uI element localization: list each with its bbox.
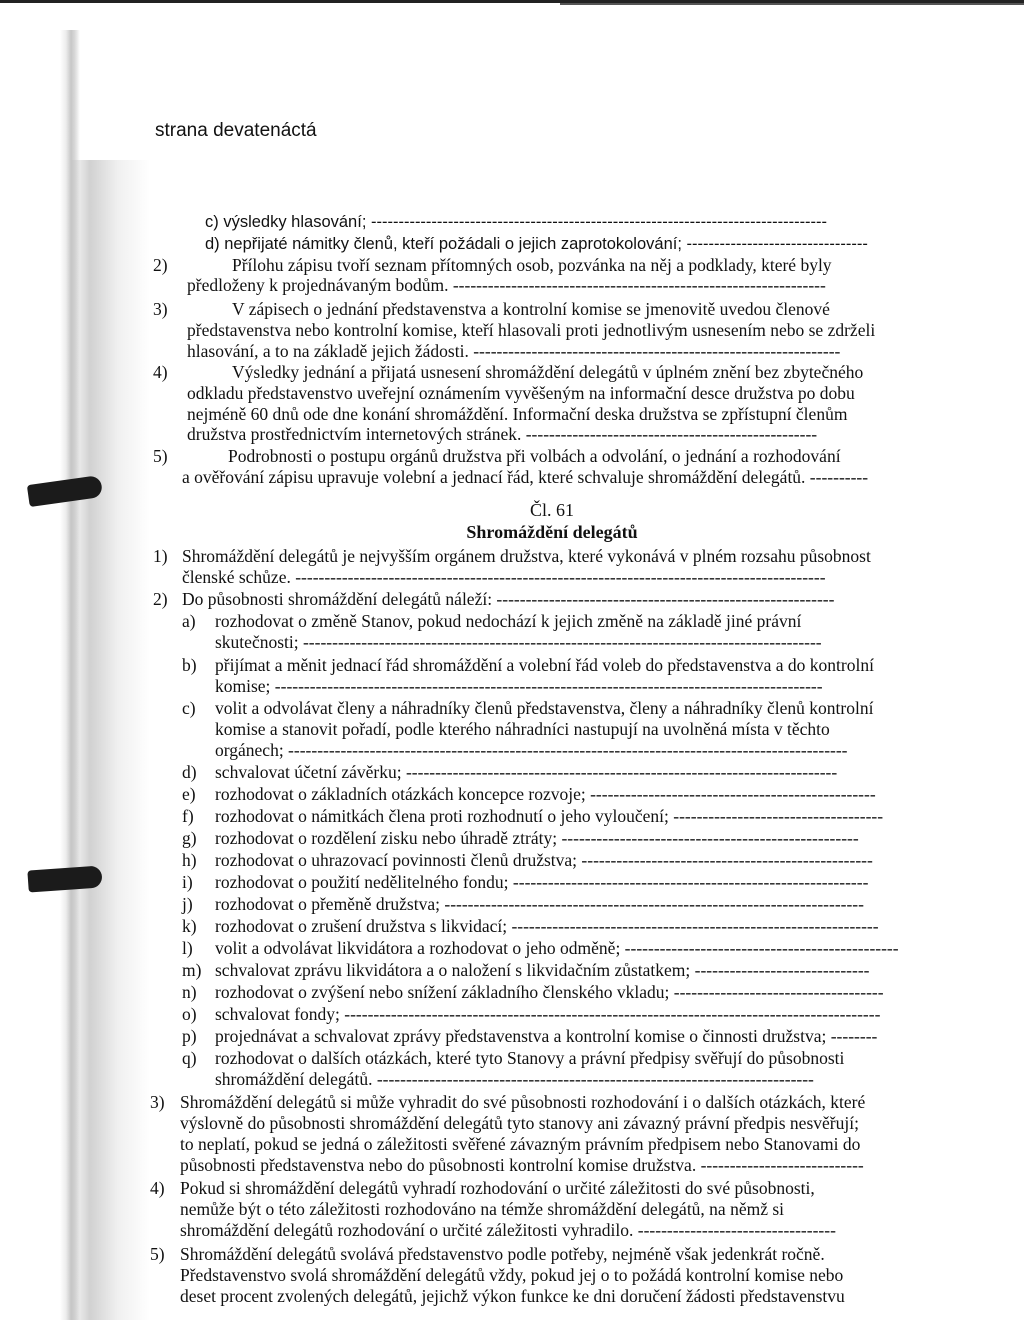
list-item: rozhodovat o zrušení družstva s likvidací; --------------------------------------------------------------- [215,916,879,936]
list-item: rozhodovat o použití nedělitelného fondu; ------------------------------------------------------------- [215,872,869,892]
article-number: Čl. 61 [529,500,574,520]
paragraph-line: Pokud si shromáždění delegátů vyhradí rozhodování o určité záležitosti do své působnosti, [180,1178,815,1198]
paragraph-line: Představenstvo svolá shromáždění delegátů vždy, pokud jej o to požádá kontrolní komise nebo [180,1265,844,1285]
paragraph-line: družstva prostřednictvím internetových stránek. -------------------------------------------------- [187,424,818,444]
para-number: 4) [153,362,168,382]
list-item: schvalovat účetní závěrku; -------------------------------------------------------------------------- [215,762,838,782]
list-item: schvalovat zprávu likvidátora a o naložení s likvidačním zůstatkem; ------------------------------ [215,960,870,980]
list-item: orgánech; ------------------------------------------------------------------------------------------------ [215,740,848,760]
para-number: 2) [153,589,168,609]
para-number: 2) [153,255,168,275]
list-label: q) [182,1048,197,1068]
paragraph-line: výslovně do působnosti shromáždění delegátů tyto stanovy ani závazný právní předpis nesvěřují; [180,1113,859,1133]
scan-top-edge-secondary [560,3,1024,5]
article-title: Shromáždění delegátů [466,522,638,542]
paragraph-line: nemůže být o této záležitosti rozhodováno na témže shromáždění delegátů, na němž si [180,1199,785,1219]
paragraph-line: odkladu představenstvo uveřejní oznámením vyvěšeným na informační desce družstva po dobu [187,383,855,403]
item-c: c) výsledky hlasování; ----------------------------------------------------------------------------------- [205,213,828,231]
list-item: shromáždění delegátů. --------------------------------------------------------------------------- [215,1069,814,1089]
paragraph-line: Výsledky jednání a přijatá usnesení shromáždění delegátů v úplném znění bez zbytečného [232,362,864,382]
page-header: strana devatenáctá [155,120,317,141]
list-item: rozhodovat o změně Stanov, pokud nedochází k jejich změně na základě jiné právní [215,611,802,631]
list-item: schvalovat fondy; -------------------------------------------------------------------------------------------- [215,1004,881,1024]
list-item: volit a odvolávat likvidátora a rozhodovat o jeho odměně; ----------------------------------------------- [215,938,899,958]
list-label: b) [182,655,197,675]
para-number: 5) [150,1244,165,1264]
list-label: g) [182,828,197,848]
paragraph-line: nejméně 60 dnů ode dne konání shromáždění. Informační deska družstva se zpřístupní členům [187,404,848,424]
paragraph-line: Shromáždění delegátů svolává představenstvo podle potřeby, nejméně však jedenkrát ročně. [180,1244,825,1264]
list-label: n) [182,982,197,1002]
list-item: rozhodovat o rozdělení zisku nebo úhradě ztráty; --------------------------------------------------- [215,828,859,848]
list-label: a) [182,611,196,631]
list-label: l) [182,938,193,958]
paragraph-line: hlasování, a to na základě jejich žádosti. --------------------------------------------------------------- [187,341,841,361]
list-item: rozhodovat o dalších otázkách, které tyto Stanovy a právní předpisy svěřují do působnosti [215,1048,845,1068]
list-label: j) [182,894,193,914]
list-label: c) [182,698,196,718]
paragraph-line: to neplatí, pokud se jedná o záležitosti svěřené závazným právním předpisem nebo Stanovami do [180,1134,861,1154]
para-number: 1) [153,546,168,566]
paragraph-line: deset procent zvolených delegátů, jejichž výkon funkce ke dni doručení žádosti představenstvu [180,1286,845,1306]
binding-gradient [70,160,150,1320]
list-label: e) [182,784,196,804]
paragraph-line: Podrobnosti o postupu orgánů družstva při volbách a odvolání, o jednání a rozhodování [228,446,841,466]
list-item: rozhodovat o zvýšení nebo snížení základního členského vkladu; ------------------------------------ [215,982,884,1002]
paragraph-line: shromáždění delegátů rozhodování o určité záležitosti vyhradilo. ---------------------------------- [180,1220,836,1240]
paragraph-line: předloženy k projednávaným bodům. ---------------------------------------------------------------- [187,275,826,295]
paragraph-line: členské schůze. ------------------------------------------------------------------------------------------- [182,567,826,587]
paragraph-line: představenstva nebo kontrolní komise, kteří hlasovali proti jednotlivým usnesením nebo se zdrželi [187,320,876,340]
list-item: skutečnosti; ----------------------------------------------------------------------------------------- [215,632,822,652]
list-label: k) [182,916,197,936]
list-label: m) [182,960,202,980]
list-label: d) [182,762,197,782]
item-d: d) nepřijaté námitky členů, kteří požádali o jejich zaprotokolování; --------------------------------- [205,235,868,253]
list-item: komise; ---------------------------------------------------------------------------------------------- [215,676,823,696]
paragraph-line: a ověřování zápisu upravuje volební a jednací řád, které schvaluje shromáždění delegátů. ---------- [182,467,869,487]
list-item: rozhodovat o přeměně družstva; ------------------------------------------------------------------------ [215,894,864,914]
paragraph-line: V zápisech o jednání představenstva a kontrolní komise se jmenovitě uvedou členové [232,299,830,319]
para-number: 3) [153,299,168,319]
list-item: přijímat a měnit jednací řád shromáždění a volební řád voleb do představenstva a do kontrolní [215,655,874,675]
para-number: 4) [150,1178,165,1198]
list-label: h) [182,850,197,870]
list-label: o) [182,1004,197,1024]
paragraph-line: Shromáždění delegátů je nejvyšším orgánem družstva, které vykonává v plném rozsahu působnost [182,546,871,566]
list-item: rozhodovat o uhrazovací povinnosti členů družstva; -------------------------------------------------- [215,850,873,870]
list-label: f) [182,806,194,826]
list-item: projednávat a schvalovat zprávy představenstva a kontrolní komise o činnosti družstva; -------- [215,1026,878,1046]
list-label: i) [182,872,193,892]
para-number: 3) [150,1092,165,1112]
list-label: p) [182,1026,197,1046]
list-item: rozhodovat o námitkách člena proti rozhodnutí o jeho vyloučení; ------------------------------------ [215,806,884,826]
list-item: volit a odvolávat členy a náhradníky členů představenstva, členy a náhradníky členů kontrolní [215,698,874,718]
list-item: komise a stanovit pořadí, podle kterého náhradníci nastupují na uvolněná místa v těchto [215,719,830,739]
paragraph-line: Do působnosti shromáždění delegátů náleží: ---------------------------------------------------------- [182,589,835,609]
paragraph-line: působnosti představenstva nebo do působnosti kontrolní komise družstva. ---------------------------- [180,1155,864,1175]
paragraph-line: Přílohu zápisu tvoří seznam přítomných osob, pozvánka na něj a podklady, které byly [232,255,832,275]
para-number: 5) [153,446,168,466]
list-item: rozhodovat o základních otázkách koncepce rozvoje; ------------------------------------------------- [215,784,876,804]
paragraph-line: Shromáždění delegátů si může vyhradit do své působnosti rozhodování i o dalších otázkách, které [180,1092,866,1112]
